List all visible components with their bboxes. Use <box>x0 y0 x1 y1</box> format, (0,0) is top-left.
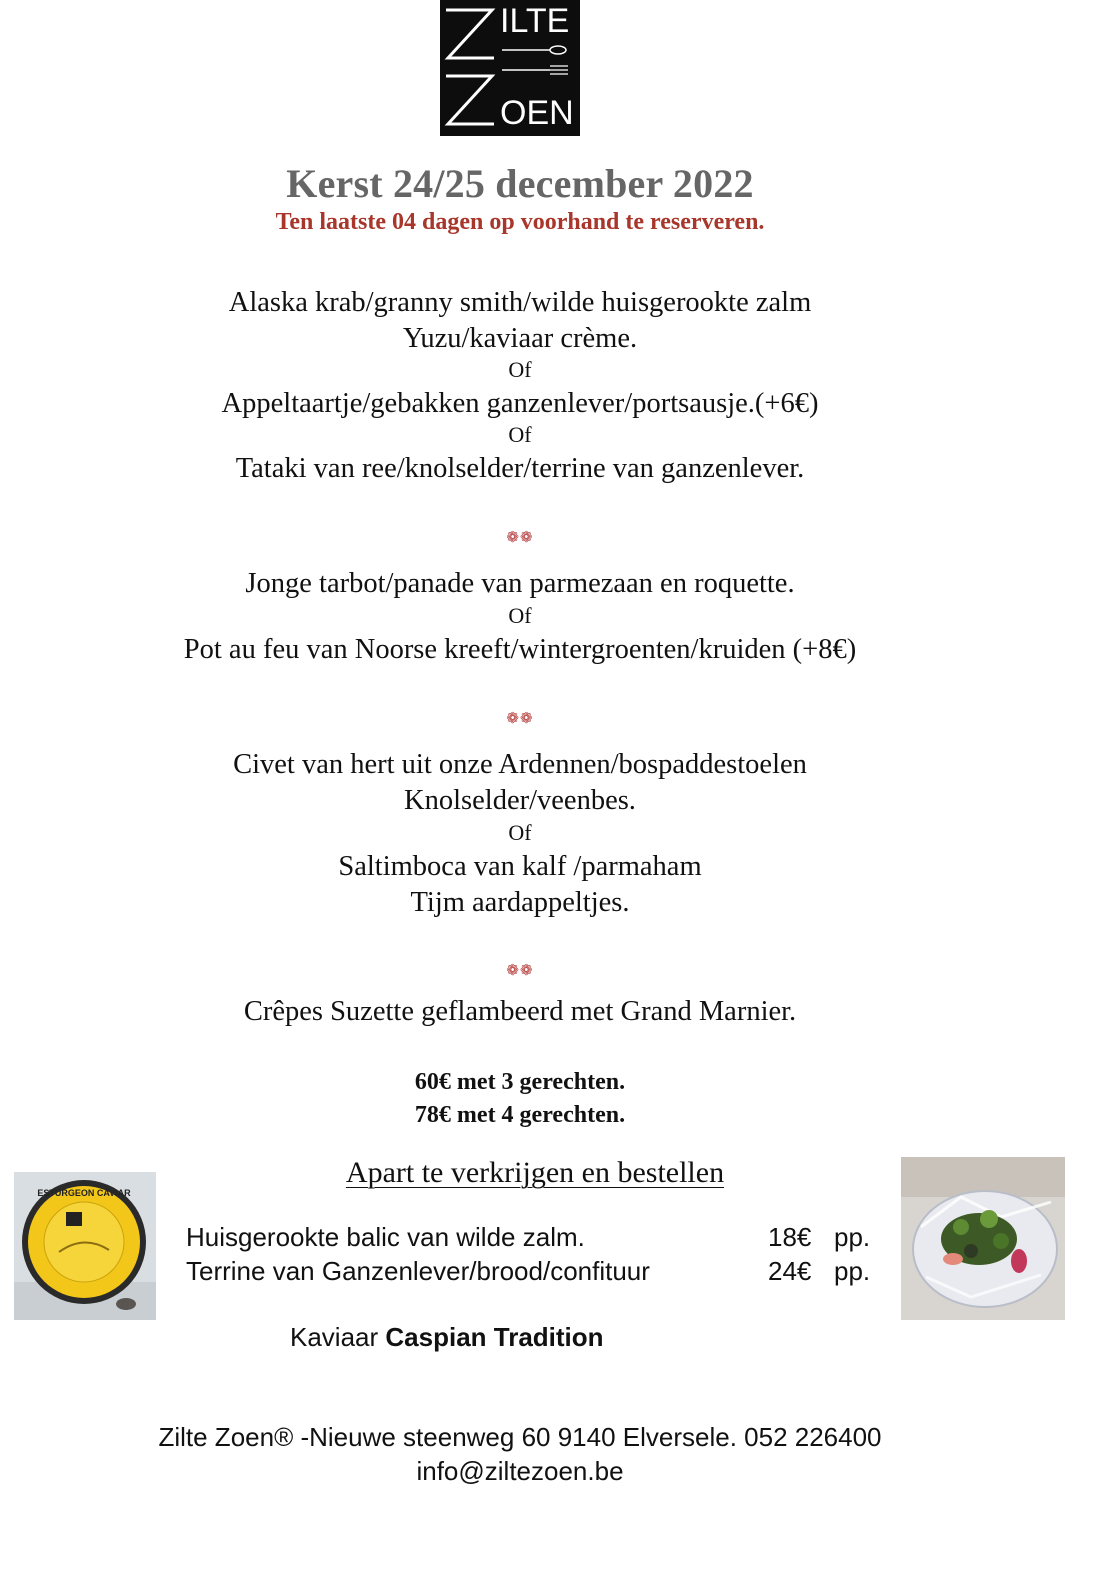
main-option-1-line-2: Knolselder/veenbes. <box>404 785 636 816</box>
logo-line2: OEN <box>500 94 574 132</box>
page-title: Kerst 24/25 december 2022 <box>286 161 754 206</box>
caviar-prefix: Kaviaar <box>290 1322 386 1352</box>
logo-line1: ILTE <box>500 2 570 40</box>
extra-item-row <box>186 1222 886 1256</box>
smoked-salmon-dish-photo <box>901 1157 1065 1320</box>
course-separator: ❁❁ <box>506 963 534 979</box>
caviar-name: Caspian Tradition <box>385 1322 604 1352</box>
main-option-2-line-1: Saltimboca van kalf /parmaham <box>338 851 702 882</box>
course-separator: ❁❁ <box>506 530 534 546</box>
extra-item-name: Huisgerookte balic van wilde zalm. <box>186 1222 585 1252</box>
or-label: Of <box>508 603 532 628</box>
caviar-offer <box>290 1322 604 1353</box>
price-three-courses: 60€ met 3 gerechten. <box>414 1069 626 1095</box>
extra-item-row <box>186 1256 886 1290</box>
price-four-courses: 78€ met 4 gerechten. <box>414 1102 626 1128</box>
or-label: Of <box>508 820 532 845</box>
main-option-1-line-1: Civet van hert uit onze Ardennen/bospaddestoelen <box>233 749 807 780</box>
footer-address: Zilte Zoen® -Nieuwe steenweg 60 9140 Elversele. 052 226400 <box>158 1422 882 1452</box>
starter-option-1-line-1: Alaska krab/granny smith/wilde huisgerookte zalm <box>228 287 812 318</box>
caviar-tin-label: ESTURGEON CAVIAR <box>37 1188 131 1198</box>
fish-option-1: Jonge tarbot/panade van parmezaan en roquette. <box>245 568 795 599</box>
extras-heading: Apart te verkrijgen en bestellen <box>345 1156 725 1189</box>
extra-item-price: 24€ <box>768 1256 812 1286</box>
course-separator: ❁❁ <box>506 711 534 727</box>
extra-item-name: Terrine van Ganzenlever/brood/confituur <box>186 1256 650 1286</box>
or-label: Of <box>508 422 532 447</box>
starter-option-3: Tataki van ree/knolselder/terrine van ganzenlever. <box>235 453 805 484</box>
footer-email: info@ziltezoen.be <box>416 1456 624 1486</box>
or-label: Of <box>508 357 532 382</box>
starter-option-1-line-2: Yuzu/kaviaar crème. <box>402 323 638 354</box>
zilte-zoen-logo <box>440 0 580 136</box>
extra-item-unit: pp. <box>834 1256 871 1286</box>
main-option-2-line-2: Tijm aardappeltjes. <box>410 887 630 918</box>
dessert-option-1: Crêpes Suzette geflambeerd met Grand Marnier. <box>243 996 797 1027</box>
extra-item-price: 18€ <box>768 1222 812 1252</box>
starter-option-2: Appeltaartje/gebakken ganzenlever/portsausje.(+6€) <box>221 388 819 419</box>
reservation-notice: Ten laatste 04 dagen op voorhand te reserveren. <box>275 209 765 235</box>
extra-item-unit: pp. <box>834 1222 871 1252</box>
fish-option-2: Pot au feu van Noorse kreeft/wintergroenten/kruiden (+8€) <box>183 634 857 665</box>
caviar-tin-photo <box>14 1172 156 1320</box>
